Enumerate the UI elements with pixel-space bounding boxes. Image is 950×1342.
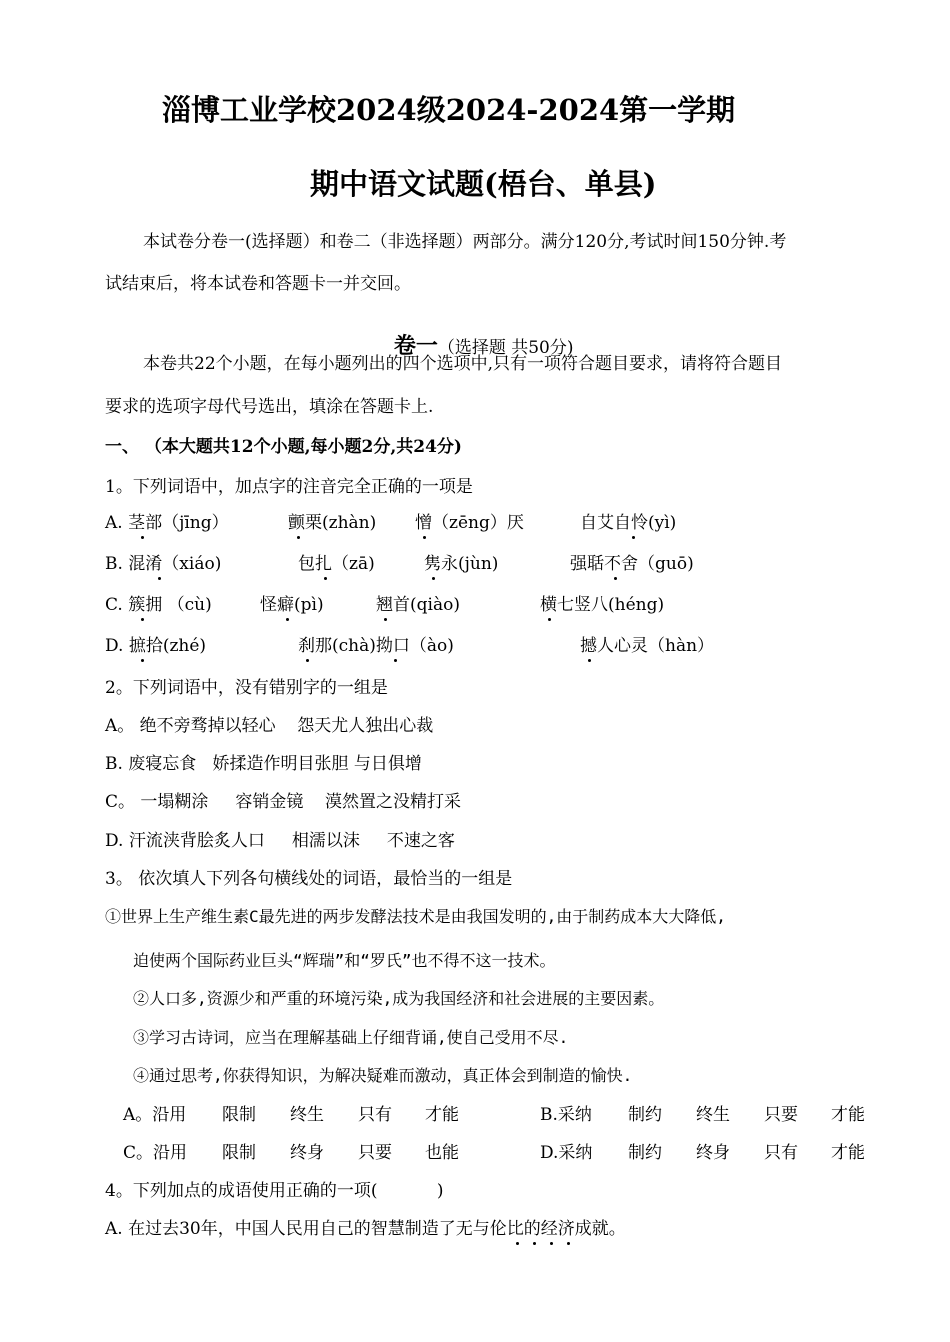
emphasis-dot <box>550 1242 553 1245</box>
q1-option-d-3: 撼人心灵（hàn） <box>580 636 715 656</box>
q3-option-a-1: A。沿用 <box>123 1105 187 1125</box>
q3-option-b-3: 终生 <box>696 1105 730 1125</box>
emphasis-dot <box>548 618 551 621</box>
intro-line-1: 本试卷分卷一(选择题）和卷二（非选择题）两部分。满分120分,考试时间150分钟.考 <box>143 232 787 252</box>
q3-option-b-1: B.采纳 <box>540 1105 592 1125</box>
volume-one-label: 卷一 <box>393 333 438 359</box>
q1-option-a-3: 憎（zēng）厌 <box>415 513 524 533</box>
emphasis-dot <box>306 659 309 662</box>
emphasis-dot <box>394 659 397 662</box>
q1-option-b-4: 强聒不舍（guō) <box>570 554 694 574</box>
q3-option-c-1: C。沿用 <box>123 1143 188 1163</box>
q3-sentence-4: ④通过思考,你获得知识，为解决疑难而激动，真正体会到制造的愉快. <box>133 1066 633 1085</box>
emphasis-dot <box>567 1242 570 1245</box>
emphasis-dot <box>384 618 387 621</box>
q3-sentence-2: ②人口多,资源少和严重的环境污染,成为我国经济和社会进展的主要因素。 <box>133 989 665 1008</box>
emphasis-dot <box>614 577 617 580</box>
emphasis-dot <box>141 536 144 539</box>
q3-option-a-4: 只有 <box>358 1105 392 1125</box>
q1-stem: 1。下列词语中，加点字的注音完全正确的一项是 <box>105 477 473 497</box>
q2-option-a: A。 绝不旁骛掉以轻心 怨天尤人独出心裁 <box>105 716 434 736</box>
volume-one-instructions-1: 本卷共22个小题，在每小题列出的四个选项中,只有一项符合题目要求，请将符合题目 <box>143 354 783 374</box>
q1-option-c-1: C. 簇拥 （cù) <box>105 595 212 615</box>
q4-option-a: A. 在过去30年，中国人民用自己的智慧制造了无与伦比的经济成就。 <box>105 1219 626 1239</box>
q2-option-c: C。 一塌糊涂 容销金镜 漠然置之没精打采 <box>105 792 462 812</box>
q1-option-a-2: 颤栗(zhàn) <box>288 513 377 533</box>
emphasis-dot <box>141 659 144 662</box>
q3-option-d-2: 制约 <box>628 1143 662 1163</box>
emphasis-dot <box>423 536 426 539</box>
q4-stem: 4。下列加点的成语使用正确的一项( ) <box>105 1181 444 1201</box>
section-one-heading: 一、 （本大题共12个小题,每小题2分,共24分) <box>105 437 462 457</box>
q3-sentence-1a: ①世界上生产维生素C最先进的两步发酵法技术是由我国发明的,由于制药成本大大降低, <box>105 907 726 926</box>
q3-option-c-5: 也能 <box>425 1143 459 1163</box>
q3-sentence-3: ③学习古诗词，应当在理解基础上仔细背诵,使自己受用不尽. <box>133 1028 569 1047</box>
emphasis-dot <box>632 536 635 539</box>
q3-option-d-1: D.采纳 <box>540 1143 593 1163</box>
q3-sentence-1b: 迫使两个国际药业巨头“辉瑞”和“罗氏”也不得不这一技术。 <box>133 951 556 970</box>
q2-stem: 2。下列词语中，没有错别字的一组是 <box>105 678 388 698</box>
q3-option-b-5: 才能 <box>831 1105 865 1125</box>
q3-stem: 3。 依次填人下列各句横线处的词语，最恰当的一组是 <box>105 869 513 889</box>
emphasis-dot <box>516 1242 519 1245</box>
q1-option-c-2: 怪癖(pì) <box>260 595 324 615</box>
q1-option-d-1: D. 摭拾(zhé) <box>105 636 207 656</box>
q1-option-c-3: 翘首(qiào) <box>376 595 460 615</box>
exam-title-line2: 期中语文试题(梧台、单县) <box>310 167 657 201</box>
q1-option-a-1: A. 茎部（jīng） <box>105 513 229 533</box>
q1-option-b-2: 包扎（zā) <box>298 554 375 574</box>
intro-line-2: 试结束后，将本试卷和答题卡一并交回。 <box>105 274 411 294</box>
emphasis-dot <box>588 659 591 662</box>
q1-option-d-2: 刹那(chà)拗口（ào) <box>298 636 454 656</box>
q1-option-b-1: B. 混淆（xiáo) <box>105 554 222 574</box>
emphasis-dot <box>324 577 327 580</box>
q3-option-a-5: 才能 <box>425 1105 459 1125</box>
emphasis-dot <box>297 536 300 539</box>
q3-option-d-5: 才能 <box>831 1143 865 1163</box>
q3-option-b-4: 只要 <box>764 1105 798 1125</box>
q3-option-a-2: 限制 <box>222 1105 256 1125</box>
volume-one-note: （选择题 共50分) <box>437 338 574 358</box>
q2-option-d: D. 汗流浃背脍炙人口 相濡以沫 不速之客 <box>105 831 455 851</box>
q3-option-c-3: 终身 <box>290 1143 324 1163</box>
q3-option-c-4: 只要 <box>358 1143 392 1163</box>
q2-option-b: B. 废寝忘食 娇揉造作明目张胆 与日俱增 <box>105 754 422 774</box>
q3-option-c-2: 限制 <box>222 1143 256 1163</box>
q3-option-a-3: 终生 <box>290 1105 324 1125</box>
q1-option-a-4: 自艾自怜(yì) <box>580 513 677 533</box>
q1-option-c-4: 横七竖八(héng) <box>540 595 665 615</box>
q3-option-d-3: 终身 <box>696 1143 730 1163</box>
volume-one-instructions-2: 要求的选项字母代号选出，填涂在答题卡上. <box>105 397 434 417</box>
exam-title-line1: 淄博工业学校2024级2024-2024第一学期 <box>162 93 736 127</box>
q3-option-b-2: 制约 <box>628 1105 662 1125</box>
q1-option-b-3: 隽永(jùn) <box>424 554 499 574</box>
emphasis-dot <box>141 618 144 621</box>
emphasis-dot <box>286 618 289 621</box>
emphasis-dot <box>158 577 161 580</box>
emphasis-dot <box>432 577 435 580</box>
emphasis-dot <box>533 1242 536 1245</box>
q3-option-d-4: 只有 <box>764 1143 798 1163</box>
